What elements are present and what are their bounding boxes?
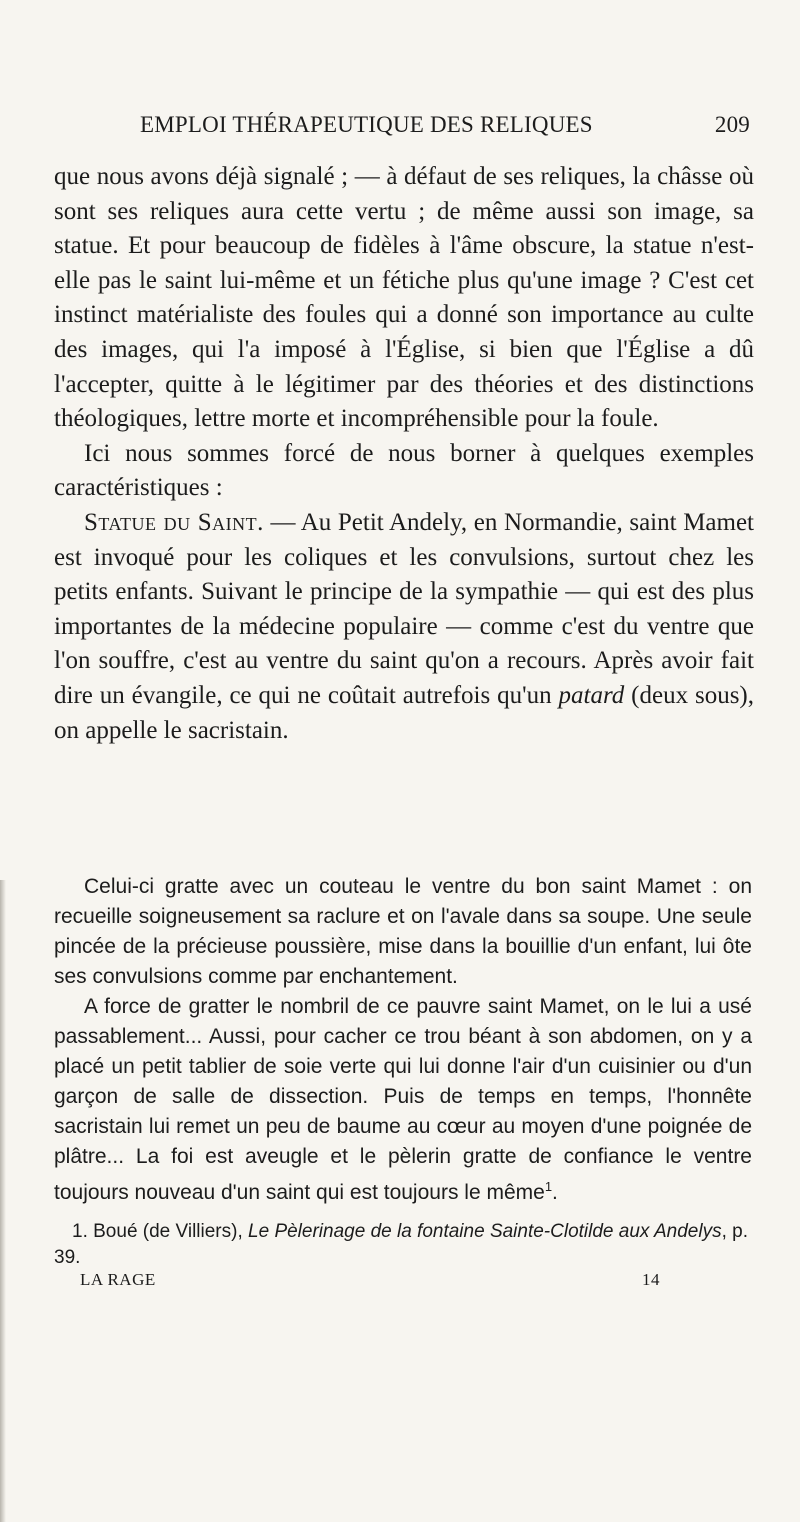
footnote-text — [54, 1219, 752, 1271]
page-edge-shadow — [0, 880, 6, 1522]
paragraph-1: que nous avons déjà signalé ; — à défaut de ses reliques, la châsse où sont ses reliques aura cette vertu ; de même aussi son image, sa statue. Et pour beaucoup de fidèles à l'âme obscure, la statue n'est-elle pas le saint lui-même et un fétiche plus qu'une image ? C'est cet instinct matérialiste des foules qui a donné son importance au culte des images, qui l'a imposé à l'Église, si bien que l'Église a dû l'accepter, quitte à le légitimer par des théories et des distinctions théologiques, lettre morte et incompréhensible pour la foule. — [54, 163, 754, 433]
signature-line — [80, 1270, 660, 1290]
paragraph-2: Ici nous sommes forcé de nous borner à quelques exemples caractéristiques : — [54, 439, 754, 502]
paragraph-3 — [54, 506, 754, 748]
quote-paragraph-2-end: . — [552, 1181, 558, 1204]
footnote — [54, 1219, 752, 1271]
section-heading: Statue du Saint. — [84, 508, 264, 536]
footnote-title: Le Pèlerinage de la fontaine Sainte-Clotilde aux Andelys — [248, 1221, 722, 1242]
signature-title: LA RAGE — [80, 1270, 156, 1289]
page-number: 209 — [714, 112, 750, 137]
signature-number: 14 — [642, 1270, 660, 1289]
block-quote — [54, 872, 752, 1208]
quote-paragraph-1: Celui-ci gratte avec un couteau le ventre du bon saint Mamet : on recueille soigneusement sa raclure et on l'avale dans sa soupe. Une seule pincée de la précieuse poussière, mise dans la bouillie d'un enfant, lui ôte ses convulsions comme par enchantement. — [54, 875, 752, 988]
quote-paragraph-2 — [54, 992, 752, 1208]
footnote-marker: 1 — [544, 1179, 553, 1194]
running-head — [140, 112, 750, 138]
paragraph-3-text-a: — Au Petit Andely, en Normandie, saint Mamet est invoqué pour les coliques et les convulsions, surtout chez les petits enfants. Suivant le principe de la sympathie — qui est des plus importantes de la médecine populaire — comme c'est du ventre que l'on souffre, c'est au ventre du saint qu'on a recours. Après avoir fait dire un évangile, ce qui ne coûtait autrefois qu'un — [54, 508, 755, 709]
italic-term: patard — [558, 681, 625, 709]
paragraph-3-text-b: (deux sous), on appelle le sacristain. — [54, 681, 754, 744]
quote-paragraph-2-text: A force de gratter le nombril de ce pauvre saint Mamet, on le lui a usé passablement... Aussi, pour cacher ce trou béant à son abdomen, on y a placé un petit tablier de soie verte qui lui donne l'air d'un cuisinier ou d'un garçon de salle de dissection. Puis de temps en temps, l'honnête sacristain lui remet un peu de baume au cœur au moyen d'une poignée de plâtre... La foi est aveugle et le pèlerin gratte de confiance le ventre toujours nouveau d'un saint qui est toujours le même — [54, 995, 752, 1204]
body-text — [54, 160, 754, 748]
footnote-ref: , p. 39. — [54, 1221, 748, 1268]
footnote-number: 1. — [72, 1221, 88, 1242]
footnote-author: Boué (de Villiers), — [87, 1221, 249, 1242]
running-title: EMPLOI THÉRAPEUTIQUE DES RELIQUES — [140, 112, 593, 137]
